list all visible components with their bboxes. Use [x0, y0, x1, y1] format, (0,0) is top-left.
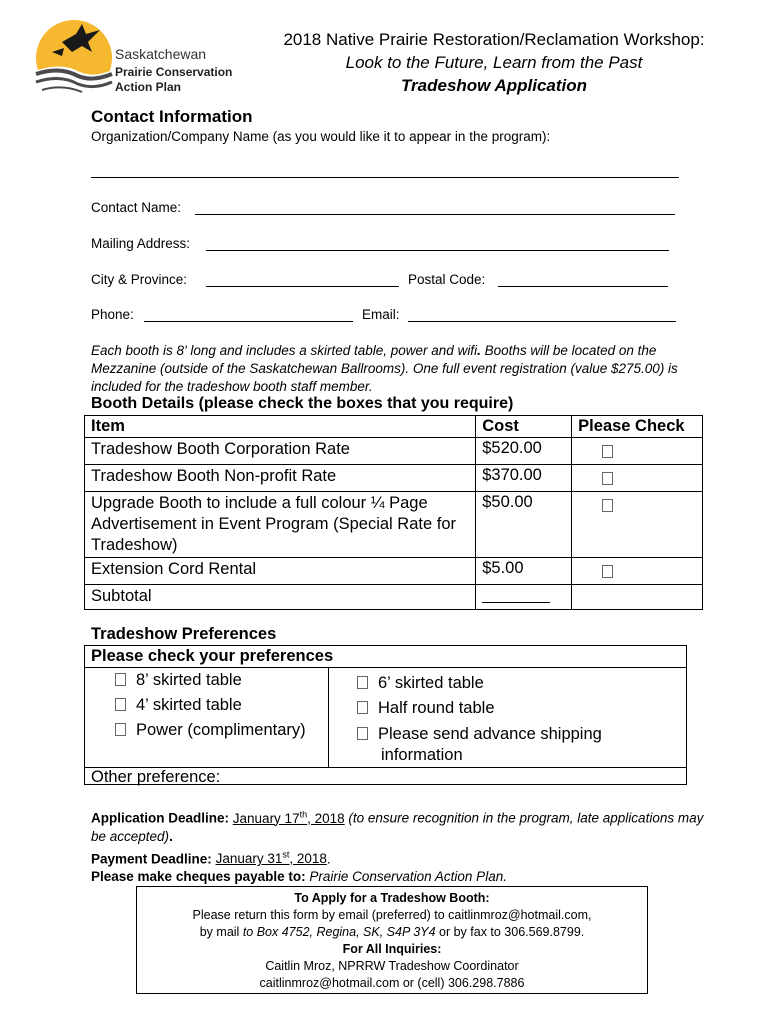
postal-code-label: Postal Code: [408, 272, 486, 287]
booth-note-part2: Booths will be located on the Mezzanine (outside of the Saskatchewan Ballrooms). One full event registration (value $275.00) is included for the tradeshow booth staff member. [91, 343, 678, 394]
pay-date-main: January 31 [215, 851, 283, 866]
apply-mail-pre: by mail [199, 925, 243, 939]
booth-cost: $5.00 [476, 558, 572, 585]
pcap-logo [32, 12, 237, 100]
pref-option[interactable] [357, 724, 602, 745]
table-row [85, 438, 703, 465]
pref-checkbox[interactable] [115, 673, 126, 686]
pay-date-suffix: st [282, 849, 290, 860]
pref-option[interactable] [357, 673, 484, 694]
email-label: Email: [362, 307, 400, 322]
city-province-field[interactable] [206, 286, 399, 287]
booth-details-heading: Booth Details (please check the boxes that you require) [91, 395, 514, 412]
booth-cost: $50.00 [476, 492, 572, 558]
mailing-address-field[interactable] [206, 250, 669, 251]
other-preference-field[interactable] [85, 767, 687, 785]
application-deadline-note: (to ensure recognition in the program, late applications may be accepted) [91, 810, 704, 844]
pref-checkbox[interactable] [357, 676, 368, 689]
org-name-field[interactable] [91, 177, 679, 178]
subtotal-label: Subtotal [85, 585, 476, 610]
contact-name-field[interactable] [195, 214, 675, 215]
phone-label: Phone: [91, 307, 134, 322]
pref-option[interactable] [115, 720, 306, 741]
pref-option-label: 8’ skirted table [136, 671, 242, 689]
preferences-left-column [85, 667, 329, 767]
pref-checkbox[interactable] [357, 701, 368, 714]
application-deadline [91, 805, 711, 846]
payment-deadline-label: Payment Deadline: [91, 851, 212, 866]
subtotal-row [85, 585, 703, 610]
apply-mail-address: to Box 4752, Regina, SK, S4P 3Y4 [242, 925, 436, 939]
cheque-label: Please make cheques payable to: [91, 869, 306, 884]
booth-note-part1: Each booth is 8' long and includes a skirted table, power and wifi [91, 343, 478, 358]
contact-name-label: Contact Name: [91, 200, 182, 215]
booth-cost: $520.00 [476, 438, 572, 465]
col-please-check: Please Check [572, 416, 703, 438]
booth-table-header [85, 416, 703, 438]
app-date-main: January 17 [232, 810, 300, 826]
pref-option-label: Half round table [378, 699, 495, 717]
phone-field[interactable] [144, 321, 353, 322]
logo-subtitle-line2: Action Plan [115, 80, 182, 94]
booth-checkbox[interactable] [602, 565, 613, 578]
preferences-box-title: Please check your preferences [91, 647, 334, 665]
logo-subtitle-line1: Prairie Conservation [115, 65, 233, 79]
postal-code-field[interactable] [498, 286, 668, 287]
inquiries-title: For All Inquiries: [342, 942, 442, 956]
cheque-payee: Prairie Conservation Action Plan. [305, 869, 507, 884]
city-province-label: City & Province: [91, 272, 188, 287]
title-line-2: Look to the Future, Learn from the Past [345, 53, 643, 72]
booth-item: Tradeshow Booth Non-profit Rate [85, 465, 476, 492]
apply-email-line: Please return this form by email (preferred) to caitlinmroz@hotmail.com, [192, 908, 592, 922]
subtotal-field[interactable] [482, 586, 550, 603]
apply-mail-line [137, 924, 647, 941]
pref-checkbox[interactable] [357, 727, 368, 740]
pref-option-label: 4’ skirted table [136, 696, 242, 714]
col-item: Item [85, 416, 476, 438]
mailing-address-label: Mailing Address: [91, 236, 191, 251]
org-name-label: Organization/Company Name (as you would like it to appear in the program): [91, 129, 551, 144]
booth-note-period: . [477, 343, 481, 358]
deadlines-section [91, 805, 711, 886]
apply-fax: or by fax to 306.569.8799. [435, 925, 585, 939]
col-cost: Cost [476, 416, 572, 438]
other-preference-label: Other preference: [91, 768, 221, 786]
document-title [236, 28, 752, 97]
booth-checkbox[interactable] [602, 472, 613, 485]
coordinator-contact: caitlinmroz@hotmail.com or (cell) 306.298.7886 [259, 976, 525, 990]
booth-table [84, 415, 703, 610]
title-line-3: Tradeshow Application [400, 76, 588, 95]
app-date-year: , 2018 [307, 810, 345, 826]
preferences-box [84, 645, 687, 785]
payment-deadline [91, 846, 711, 869]
pref-option[interactable] [357, 698, 495, 719]
cheque-info [91, 868, 711, 886]
payment-deadline-date [216, 851, 327, 866]
table-row [85, 492, 703, 558]
coordinator-name: Caitlin Mroz, NPRRW Tradeshow Coordinator [265, 959, 519, 973]
table-row [85, 558, 703, 585]
pref-checkbox[interactable] [115, 698, 126, 711]
booth-item: Tradeshow Booth Corporation Rate [85, 438, 476, 465]
title-line-1: 2018 Native Prairie Restoration/Reclamation Workshop: [283, 30, 705, 49]
pref-option-label: Please send advance shipping [378, 725, 602, 743]
pref-option[interactable] [115, 670, 242, 691]
apply-title: To Apply for a Tradeshow Booth: [294, 891, 490, 905]
table-row [85, 465, 703, 492]
booth-description [91, 342, 711, 396]
pref-option[interactable] [115, 695, 242, 716]
pref-option-label: 6’ skirted table [378, 674, 484, 692]
preferences-right-column [329, 667, 687, 767]
contact-heading: Contact Information [91, 107, 253, 126]
app-note-period: . [169, 828, 173, 844]
pref-checkbox[interactable] [115, 723, 126, 736]
booth-item: Upgrade Booth to include a full colour ¼ Page Advertisement in Event Program (Special Rate for Tradeshow) [85, 492, 476, 558]
pay-period: . [326, 851, 331, 866]
pay-date-year: , 2018 [289, 851, 327, 866]
application-deadline-date [233, 811, 345, 826]
booth-checkbox[interactable] [602, 445, 613, 458]
booth-cost: $370.00 [476, 465, 572, 492]
preferences-heading: Tradeshow Preferences [91, 625, 277, 643]
prairie-sun-bird-logo-icon [32, 12, 114, 100]
app-date-suffix: th [299, 809, 308, 819]
logo-saskatchewan-text: Saskatchewan [115, 46, 207, 62]
booth-item: Extension Cord Rental [85, 558, 476, 585]
apply-instructions-box [136, 886, 648, 994]
email-field[interactable] [408, 321, 676, 322]
pref-option-label-continued: information [381, 746, 463, 764]
pref-option-label: Power (complimentary) [136, 721, 306, 739]
booth-checkbox[interactable] [602, 499, 613, 512]
application-deadline-label: Application Deadline: [91, 810, 230, 826]
